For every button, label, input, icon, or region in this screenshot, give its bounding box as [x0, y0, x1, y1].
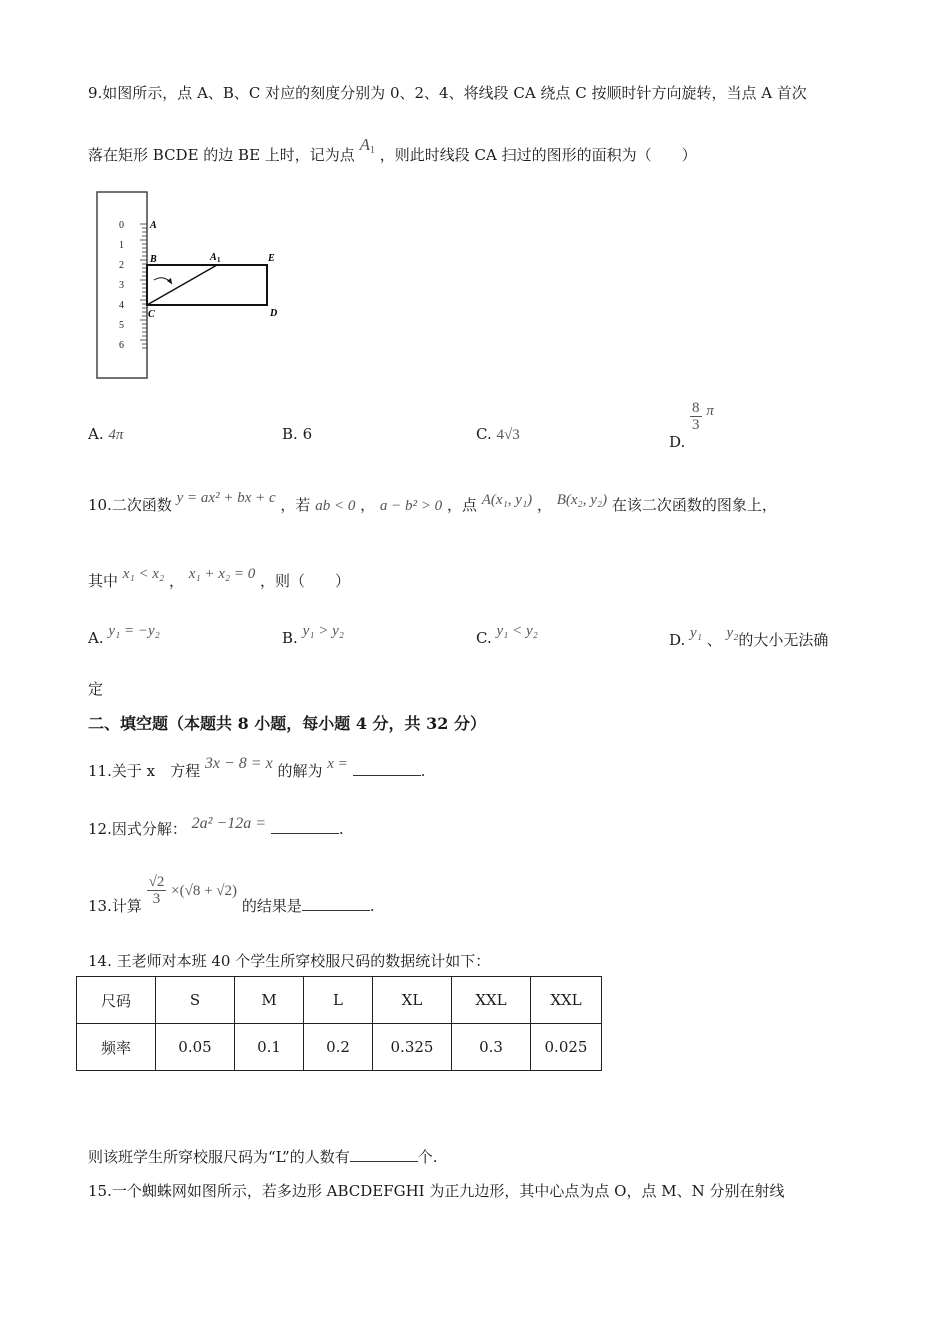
- size-table-header-row: [77, 977, 602, 1024]
- table-cell: 0.1: [235, 1024, 304, 1071]
- q9-line2-tail: ，则此时线段 CA 扫过的图形的面积为（ ）: [379, 146, 697, 164]
- q10-sep5: ，: [168, 572, 184, 590]
- q10-option-d-sep: 、: [706, 631, 722, 649]
- q10-line2: [88, 566, 351, 591]
- table-cell: 尺码: [77, 977, 156, 1024]
- q10-cond-ab2: a − b² > 0: [379, 498, 443, 514]
- q9-option-d-fraction: $\frac{8}{3}$: [692, 400, 700, 433]
- ruler-num-5: 5: [119, 320, 124, 331]
- q9-option-c: [476, 425, 520, 444]
- table-cell: XL: [373, 977, 452, 1024]
- q10-option-b-label: B.: [282, 629, 298, 647]
- q14-answer-blank[interactable]: [350, 1147, 418, 1162]
- q13-answer-blank[interactable]: [302, 896, 370, 911]
- q11-prefix: 11.关于 x 方程: [88, 762, 201, 780]
- q9-figure: [90, 188, 290, 384]
- q9-option-b-label: B.: [282, 425, 298, 443]
- q10-point-b: B(x₂, y₂): [556, 492, 608, 508]
- q10-option-d-y1: y₁: [690, 625, 702, 641]
- q10-option-c-value: y₁ < y₂: [496, 623, 538, 639]
- table-cell: L: [304, 977, 373, 1024]
- section-heading: 二、填空题（本题共 8 小题，每小题 4 分，共 32 分）: [88, 714, 486, 733]
- ruler-num-3: 3: [119, 280, 124, 291]
- q10-option-d-y2: y₂: [726, 625, 739, 641]
- q11-period: .: [420, 762, 426, 780]
- q13: [88, 862, 375, 915]
- q10-option-d: [669, 625, 829, 650]
- table-cell: 0.2: [304, 1024, 373, 1071]
- q9-option-a-label: A.: [88, 425, 104, 443]
- q15-text: 15.一个蜘蛛网如图所示，若多边形 ABCDEFGHI 为正九边形，其中心点为点 O，点 M、N 分别在射线: [88, 1182, 785, 1200]
- q10-option-b: [282, 623, 344, 648]
- segment-ca1: [147, 265, 217, 305]
- table-cell: XXL: [452, 977, 531, 1024]
- q9-option-b: [282, 425, 312, 443]
- table-cell: S: [156, 977, 235, 1024]
- q9-line2: [88, 135, 697, 166]
- label-c: C: [148, 309, 155, 320]
- q10-sep1: ，若: [280, 496, 311, 514]
- label-a1: A: [210, 252, 217, 263]
- q12-answer-blank[interactable]: [271, 819, 339, 834]
- table-cell: 频率: [77, 1024, 156, 1071]
- q9-line1: 9.如图所示，点 A、B、C 对应的刻度分别为 0、2、4、将线段 CA 绕点 C 按顺时针方向旋转，当点 A 首次: [88, 84, 807, 102]
- ruler-num-1: 1: [119, 240, 124, 251]
- q10-sep3: ，点: [446, 496, 477, 514]
- rotation-arrowhead: [167, 278, 172, 284]
- ruler-num-0: 0: [119, 220, 124, 231]
- q14-question-text: 则该班学生所穿校服尺码为“L”的人数有: [88, 1148, 350, 1166]
- q9-a1: $A_1$: [359, 135, 375, 156]
- q10-cond-x-order: x₁ < x₂: [122, 566, 165, 582]
- table-cell: 0.325: [373, 1024, 452, 1071]
- table-cell: 0.3: [452, 1024, 531, 1071]
- ruler-num-4: 4: [119, 300, 124, 311]
- ruler-ticks: [140, 224, 147, 348]
- q14-question-suffix: 个.: [417, 1148, 438, 1166]
- label-a1-sub: 1: [217, 256, 221, 264]
- q10-option-c: [476, 623, 538, 648]
- q12-period: .: [338, 820, 344, 838]
- q10-cond-ab: ab < 0: [315, 498, 356, 514]
- table-cell: M: [235, 977, 304, 1024]
- q10-cond-x-sum: x₁ + x₂ = 0: [188, 566, 256, 582]
- q9-option-d-label: D.: [669, 432, 686, 451]
- ruler-num-2: 2: [119, 260, 124, 271]
- q13-expression: ×(√8 + √2): [171, 882, 238, 899]
- q10-suffix: 在该二次函数的图象上，: [611, 496, 777, 514]
- q10-option-a-value: y₁ = −y₂: [108, 623, 160, 639]
- q11-variable: x =: [327, 756, 348, 772]
- q11: [88, 755, 426, 781]
- ruler-num-6: 6: [119, 340, 124, 351]
- q12-prefix: 12.因式分解：: [88, 820, 187, 838]
- q13-prefix: 13.计算: [88, 896, 142, 915]
- q13-fraction: $\frac{√2}{3}$: [148, 874, 165, 907]
- q14-intro: 14. 王老师对本班 40 个学生所穿校服尺码的数据统计如下：: [88, 952, 491, 970]
- q10-option-a: [88, 623, 160, 648]
- q13-suffix: 的结果是: [241, 896, 302, 915]
- q10-option-b-value: y₁ > y₂: [302, 623, 344, 639]
- q10-point-a: A(x₁, y₁): [481, 492, 533, 508]
- q11-answer-blank[interactable]: [353, 761, 421, 776]
- q10-line2-suffix: ，则（ ）: [260, 572, 351, 590]
- table-cell: XXL: [531, 977, 602, 1024]
- q9-option-d-pi: π: [706, 402, 714, 419]
- q9-option-a: [88, 425, 123, 444]
- label-d: D: [270, 308, 278, 319]
- q10-sep2: ，: [360, 496, 376, 514]
- size-table-data-row: [77, 1024, 602, 1071]
- q11-equation: 3x − 8 = x: [204, 755, 273, 772]
- table-cell: 0.025: [531, 1024, 602, 1071]
- label-a: A: [150, 220, 157, 231]
- q9-option-b-value: 6: [302, 425, 313, 443]
- q9-option-a-value: 4π: [108, 427, 124, 443]
- q12-expression: 2a² −12a =: [191, 815, 267, 832]
- q10-prefix: 10.二次函数: [88, 496, 172, 514]
- q10-option-d-text: 的大小无法确: [738, 631, 829, 649]
- q11-mid: 的解为: [277, 762, 323, 780]
- q13-period: .: [369, 896, 375, 915]
- size-table: [76, 976, 602, 1071]
- q10-option-d-wrap: 定: [88, 680, 104, 698]
- q10-option-d-label: D.: [669, 631, 686, 649]
- q9-option-c-value: 4√3: [496, 427, 520, 443]
- q10-sep4: ，: [536, 496, 552, 514]
- q10-option-a-label: A.: [88, 629, 104, 647]
- q9-line2-text: 落在矩形 BCDE 的边 BE 上时，记为点: [88, 146, 355, 164]
- q10-line2-prefix: 其中: [88, 572, 119, 590]
- label-b: B: [150, 254, 157, 265]
- q12: [88, 815, 344, 839]
- q9-option-d: [669, 400, 714, 451]
- q9-option-c-label: C.: [476, 425, 492, 443]
- table-cell: 0.05: [156, 1024, 235, 1071]
- q10-function: y = ax² + bx + c: [176, 490, 276, 506]
- q14-question: [88, 1146, 438, 1167]
- q10-option-c-label: C.: [476, 629, 492, 647]
- q10-line1: [88, 490, 777, 515]
- label-e: E: [268, 253, 275, 264]
